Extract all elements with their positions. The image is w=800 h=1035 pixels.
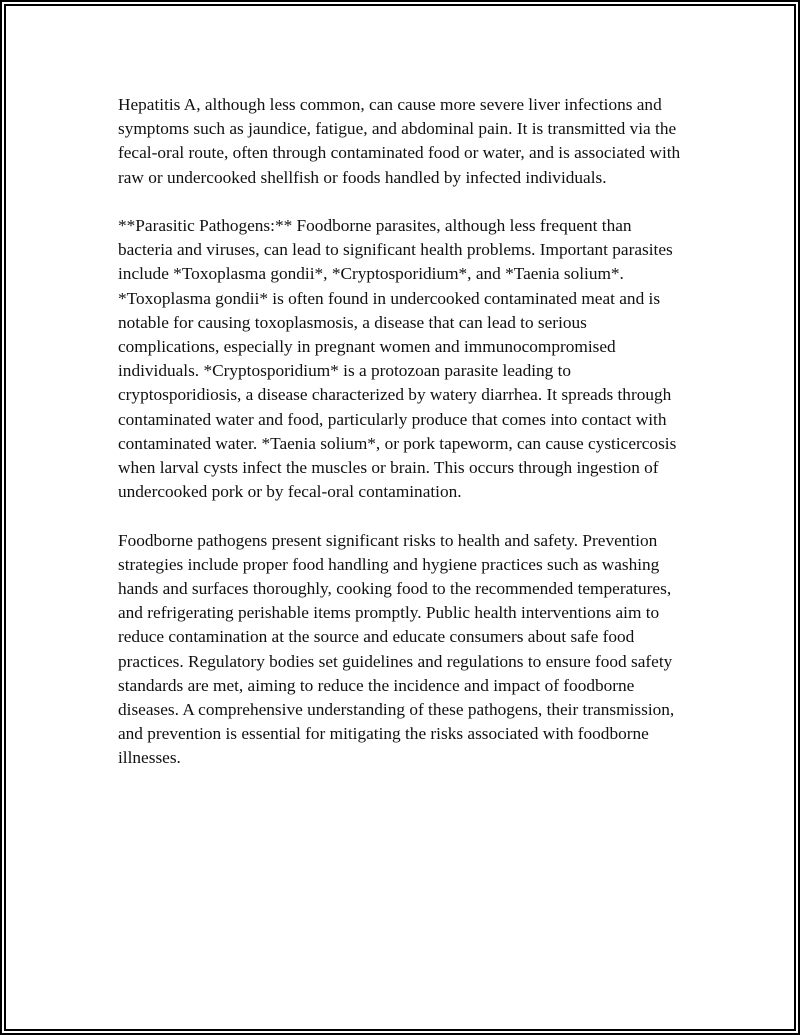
paragraph-prevention: Foodborne pathogens present significant risks to health and safety. Prevention strategies include proper food handling and hygiene practices such as washing hands and surfaces thoroughly, cooking food to the recommended temperatures, and refrigerating perishable items promptly. Public health interventions aim to reduce contamination at the source and educate consumers about safe food practices. Regulatory bodies set guidelines and regulations to ensure food safety standards are met, aiming to reduce the incidence and impact of foodborne diseases. A comprehensive understanding of these pathogens, their transmission, and prevention is essential for mitigating the risks associated with foodborne illnesses. (118, 530, 675, 768)
paragraph-parasitic-pathogens: **Parasitic Pathogens:** Foodborne parasites, although less frequent than bacteria and viruses, can lead to significant health problems. Important parasites include *Toxoplasma gondii*, *Cryptosporidium*, and *Taenia solium*. *Toxoplasma gondii* is often found in undercooked contaminated meat and is notable for causing toxoplasmosis, a disease that can lead to serious complications, especially in pregnant women and immunocompromised individuals. *Cryptosporidium* is a protozoan parasite leading to cryptosporidiosis, a disease characterized by watery diarrhea. It spreads through contaminated water and food, particularly produce that comes into contact with contaminated water. *Taenia solium*, or pork tapeworm, can cause cysticercosis when larval cysts infect the muscles or brain. This occurs through ingestion of undercooked pork or by fecal-oral contamination. (118, 216, 677, 502)
document-body (118, 93, 688, 795)
paragraph-hepatitis-a: Hepatitis A, although less common, can cause more severe liver infections and symptoms such as jaundice, fatigue, and abdominal pain. It is transmitted via the fecal-oral route, often through contaminated food or water, and is associated with raw or undercooked shellfish or foods handled by infected individuals. (118, 95, 681, 187)
